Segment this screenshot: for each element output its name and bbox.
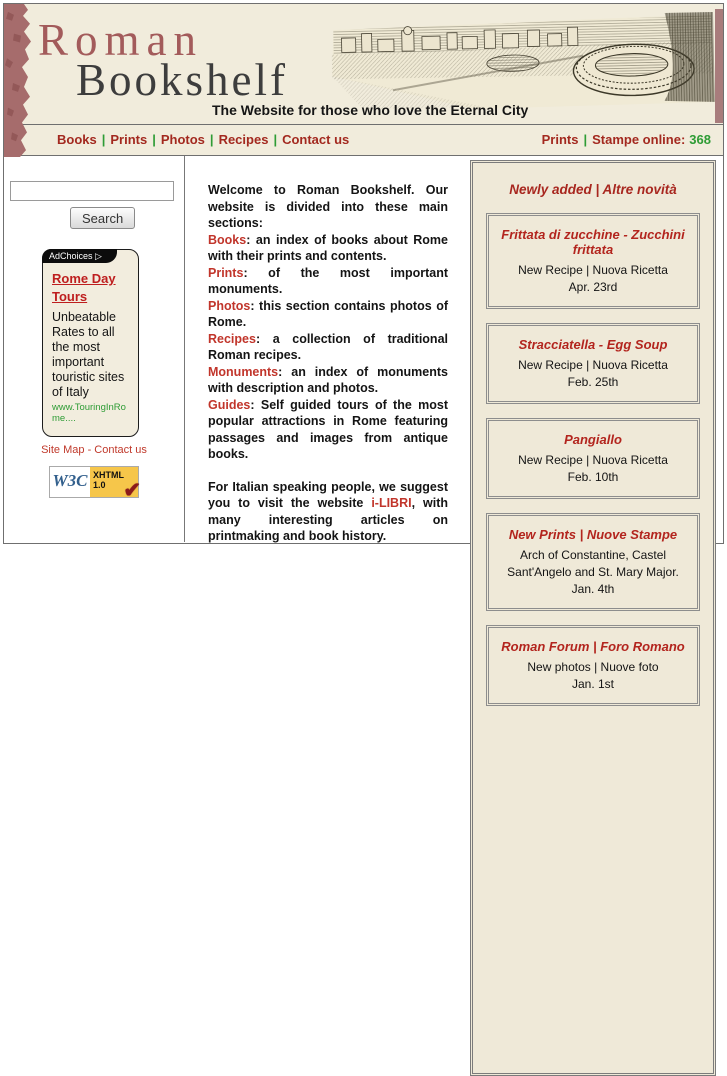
news-box-stracciatella-egg-soup[interactable]: [486, 323, 700, 404]
adchoices-badge[interactable]: AdChoices ▷: [42, 249, 117, 263]
news-box-title[interactable]: Stracciatella - Egg Soup: [518, 337, 668, 352]
ad-block[interactable]: [42, 249, 139, 437]
w3c-xhtml-line1: XHTML: [93, 470, 124, 480]
news-box-line: New Recipe | Nuova Ricetta: [518, 453, 668, 467]
ad-body: [43, 250, 138, 424]
section-line: [208, 397, 448, 463]
nav-separator: |: [101, 132, 106, 147]
news-title: Newly added | Altre novità: [509, 182, 677, 197]
left-sidebar: [4, 156, 185, 542]
intro-text: Welcome to Roman Bookshelf. Our website is divided into these main sections:: [208, 183, 448, 230]
ad-title-link[interactable]: Rome Day Tours: [52, 271, 116, 304]
w3c-xhtml-badge[interactable]: [49, 466, 141, 502]
news-box-line: Arch of Constantine, Castel Sant'Angelo and St. Mary Major.: [507, 548, 679, 579]
news-box-line: Jan. 4th: [571, 582, 615, 596]
section-text: : this section contains photos of Rome.: [208, 298, 448, 329]
rome-etching-image: [331, 12, 715, 114]
page: [3, 3, 724, 691]
section-link-photos[interactable]: Photos: [208, 298, 251, 313]
news-box-title[interactable]: Roman Forum | Foro Romano: [501, 639, 685, 654]
section-text: : an index of monuments with description and photos.: [208, 364, 448, 395]
nav-separator: |: [583, 132, 588, 147]
section-line: [208, 265, 448, 298]
main-navigation: [4, 125, 723, 156]
w3c-logo: W3C: [50, 467, 90, 497]
nav-link-books[interactable]: Books: [57, 132, 97, 147]
closing-before: For Italian speaking people, we suggest you to visit the website: [208, 479, 448, 510]
footer-links-separator: -: [84, 444, 95, 456]
nav-link-recipes[interactable]: Recipes: [218, 132, 269, 147]
nav-link-stampe-online[interactable]: Stampe online:: [592, 132, 686, 147]
news-sidebar: [470, 160, 716, 1076]
section-text: : a collection of traditional Roman recipes.: [208, 331, 448, 362]
section-line: [208, 298, 448, 331]
section-line: [208, 232, 448, 265]
news-box-line: Feb. 10th: [567, 470, 619, 484]
news-box-line: Feb. 25th: [567, 375, 619, 389]
news-box-frittata-di-zucchine-zucchini-frittata[interactable]: [486, 213, 700, 309]
section-link-monuments[interactable]: Monuments: [208, 364, 279, 379]
news-box-list: [485, 213, 701, 706]
content-area: [4, 156, 723, 691]
section-line: [208, 364, 448, 397]
w3c-xhtml-line2: 1.0: [93, 480, 106, 491]
contact-us-link[interactable]: Contact us: [94, 444, 147, 456]
section-text: : of the most important monuments.: [208, 265, 448, 296]
sidebar-footer-links: [4, 444, 184, 456]
news-box-line: New Recipe | Nuova Ricetta: [518, 263, 668, 277]
news-box-line: New Recipe | Nuova Ricetta: [518, 358, 668, 372]
site-logo-line2: Bookshelf: [76, 55, 288, 105]
site-tagline: The Website for those who love the Eternal City: [212, 102, 529, 118]
nav-separator: |: [152, 132, 156, 147]
nav-separator: |: [209, 132, 214, 147]
nav-link-prints[interactable]: Prints: [110, 132, 148, 147]
section-link-books[interactable]: Books: [208, 232, 247, 247]
site-logo-line1: Roman: [38, 15, 203, 65]
news-box-line: Jan. 1st: [571, 677, 615, 691]
right-red-strip: [715, 9, 723, 123]
ad-url: www.TouringInRome....: [52, 402, 126, 424]
news-box-title[interactable]: Pangiallo: [564, 432, 622, 447]
nav-link-contact-us[interactable]: Contact us: [282, 132, 350, 147]
news-box-new-prints-nuove-stampe[interactable]: [486, 513, 700, 611]
section-text: : an index of books about Rome with their prints and contents.: [208, 232, 448, 263]
section-link-guides[interactable]: Guides: [208, 397, 251, 412]
news-box-title[interactable]: Frittata di zucchine - Zucchini frittata: [501, 227, 685, 257]
masthead: [4, 4, 723, 125]
section-line: [208, 331, 448, 364]
news-box-roman-forum-foro-romano[interactable]: [486, 625, 700, 706]
w3c-check-icon: ✔: [123, 478, 141, 502]
closing-after: , with many interesting articles on printmaking and book history.: [208, 496, 448, 543]
nav-links: [57, 132, 349, 147]
section-text: : Self guided tours of the most popular attractions in Rome featuring passages and images from antique books.: [208, 397, 448, 461]
nav-separator: |: [273, 132, 278, 147]
section-link-prints[interactable]: Prints: [208, 265, 244, 280]
news-box-pangiallo[interactable]: [486, 418, 700, 499]
search-input[interactable]: [10, 181, 174, 201]
section-link-i-libri[interactable]: i-LIBRI: [371, 496, 412, 510]
news-box-title[interactable]: New Prints | Nuove Stampe: [508, 527, 678, 542]
page-header: [4, 4, 723, 156]
search-button[interactable]: Search: [70, 207, 135, 229]
w3c-xhtml-label: [90, 467, 141, 502]
nav-link-photos[interactable]: Photos: [160, 132, 205, 147]
nav-right: [542, 125, 711, 155]
site-map-link[interactable]: Site Map: [41, 444, 85, 456]
section-list: [208, 232, 448, 463]
main-content: [185, 156, 470, 542]
closing-paragraph: [208, 479, 448, 545]
news-box-line: New photos | Nuove foto: [527, 660, 659, 674]
prints-count: 368: [689, 132, 711, 147]
nav-link-prints-counter[interactable]: Prints: [541, 132, 579, 147]
news-box-line: Apr. 23rd: [568, 280, 618, 294]
ad-text: Unbeatable Rates to all the most important touristic sites of Italy: [52, 310, 125, 399]
section-link-recipes[interactable]: Recipes: [208, 331, 256, 346]
